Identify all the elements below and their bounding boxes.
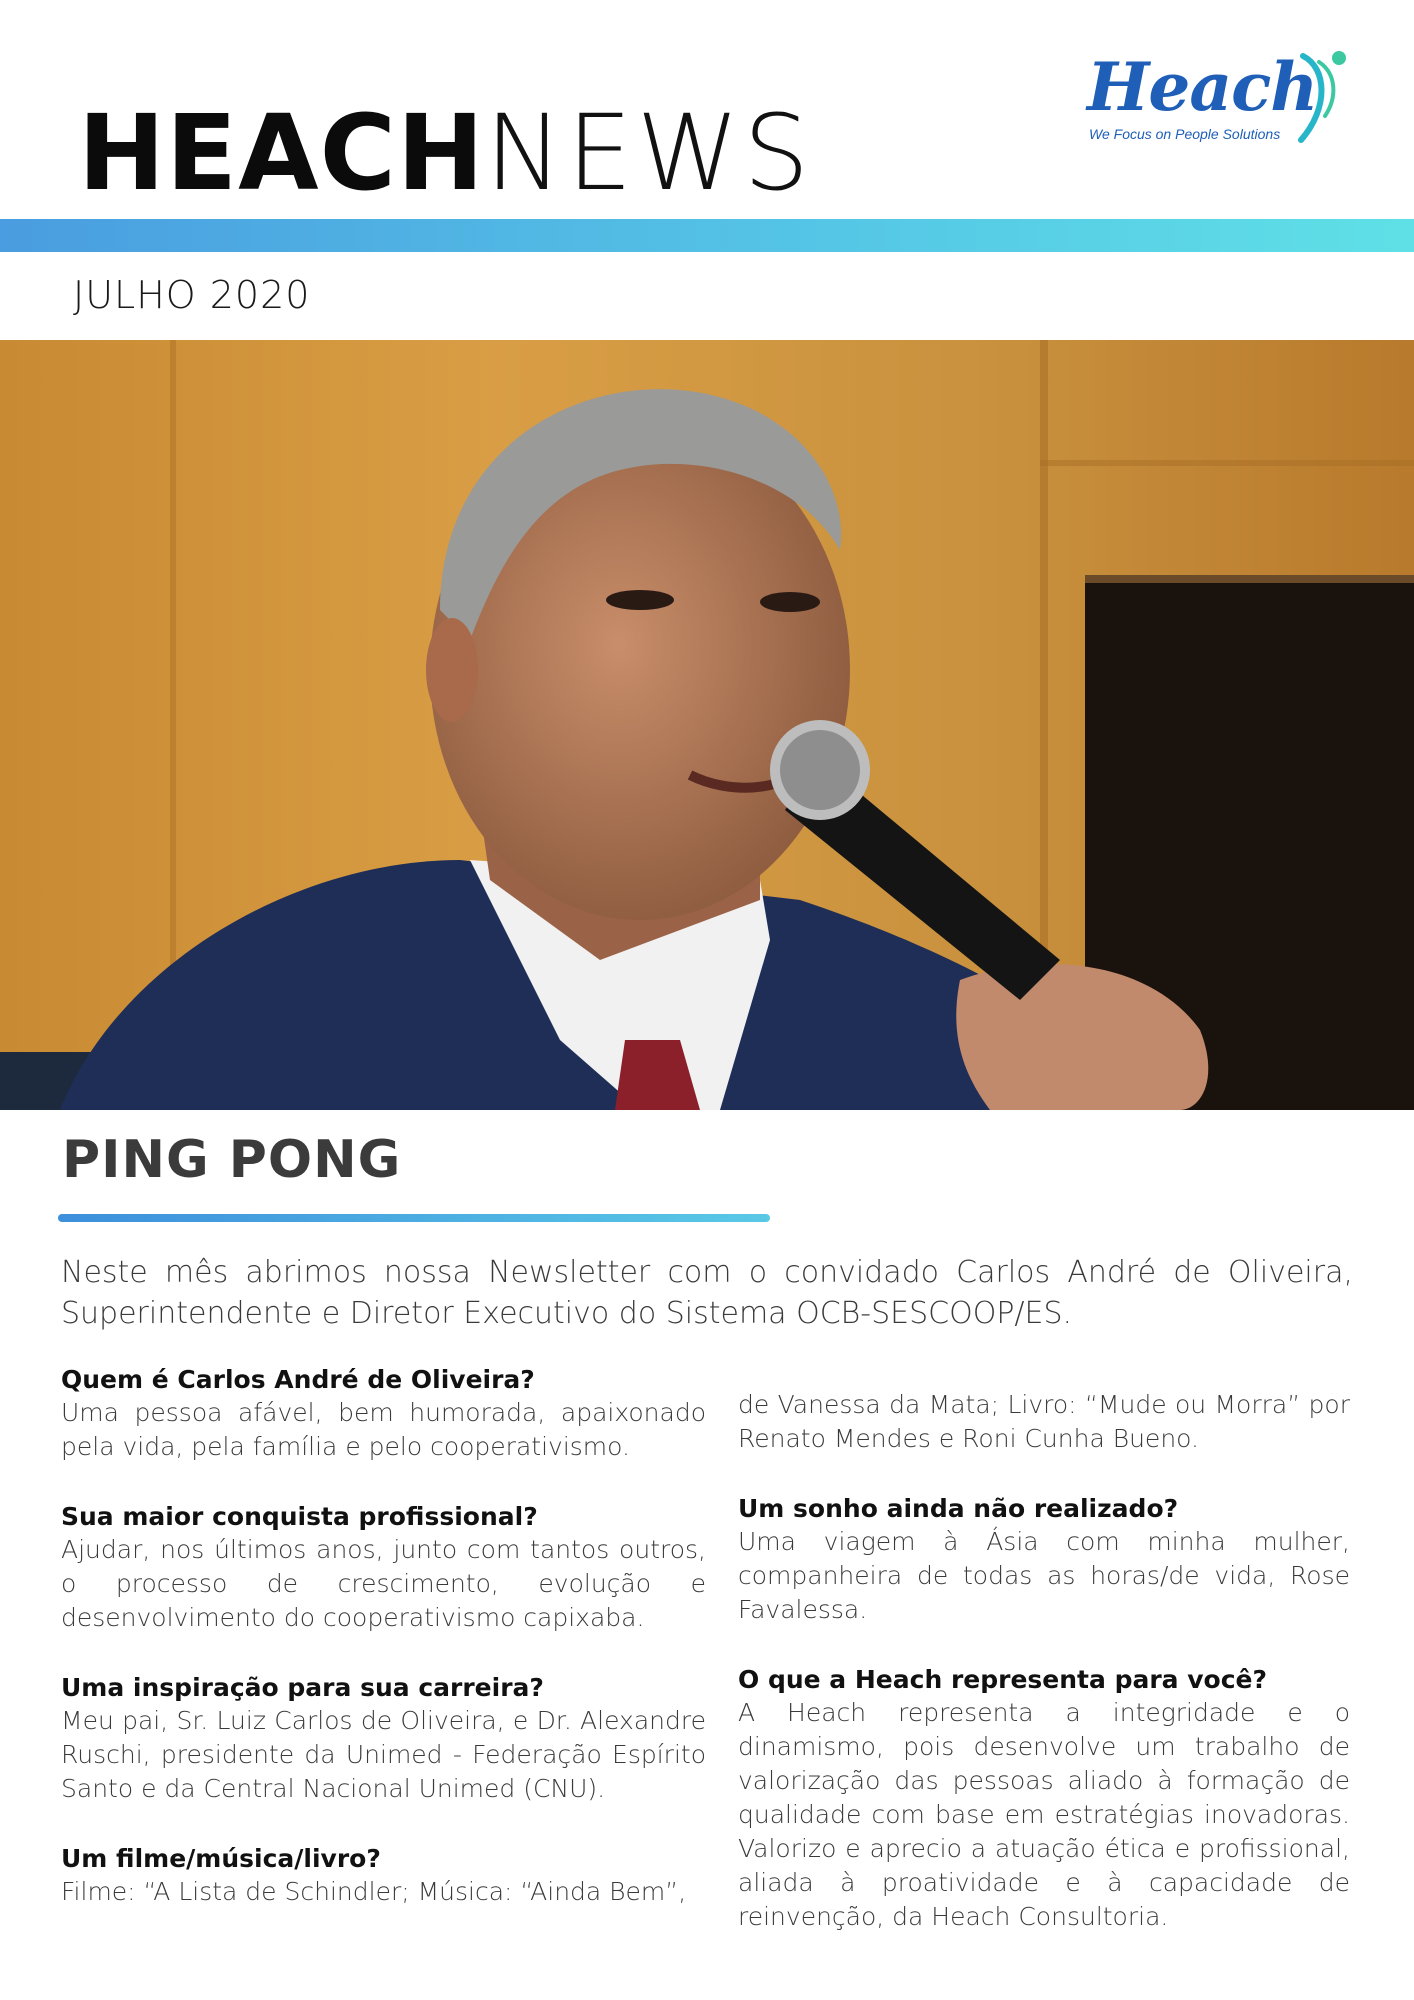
question-heading: Um sonho ainda não realizado? (738, 1494, 1179, 1523)
section-title-underline (58, 1214, 770, 1222)
answer-text: A Heach representa a integridade e o dinamismo, pois desenvolve um trabalho de valorização das pessoas aliado à formação de qualidade com base em estratégias inovadoras. Valorizo e aprecio a atuação ética e profissional, aliada à proatividade e à capacidade de reinvenção, da Heach Consultoria. (738, 1698, 1350, 1931)
intro-paragraph: Neste mês abrimos nossa Newsletter com o convidado Carlos André de Oliveira, Superintendente e Diretor Executivo do Sistema OCB-SESCOOP/ES. (61, 1255, 1353, 1331)
question-heading: Quem é Carlos André de Oliveira? (61, 1365, 535, 1394)
header-banner-stripe (0, 219, 1414, 252)
answer-text: Meu pai, Sr. Luiz Carlos de Oliveira, e Dr. Alexandre Ruschi, presidente da Unimed - Federação Espírito Santo e da Central Nacional Unimed (CNU). (61, 1706, 706, 1803)
interviewee-photo (0, 340, 1414, 1110)
answer-continuation: de Vanessa da Mata; Livro: “Mude ou Morra” por Renato Mendes e Roni Cunha Bueno. (738, 1390, 1350, 1453)
issue-date: JULHO 2020 (73, 273, 311, 317)
answer-text: Ajudar, nos últimos anos, junto com tantos outros, o processo de crescimento, evolução e desenvolvimento do cooperativismo capixaba. (61, 1535, 706, 1632)
question-heading: Um filme/música/livro? (61, 1844, 381, 1873)
question-heading: Uma inspiração para sua carreira? (61, 1673, 544, 1702)
qa-left-column (61, 1363, 706, 1909)
logo-wordmark: Heach (1087, 48, 1318, 126)
answer-text: Uma viagem à Ásia com minha mulher, companheira de todas as horas/de vida, Rose Favalessa. (738, 1527, 1350, 1624)
masthead-bold: HEACH (78, 92, 485, 214)
question-heading: O que a Heach representa para você? (738, 1665, 1267, 1694)
qa-right-column (738, 1388, 1350, 1934)
logo-swoosh-icon (1285, 48, 1355, 148)
heach-logo (1085, 48, 1355, 148)
question-heading: Sua maior conquista profissional? (61, 1502, 538, 1531)
newsletter-masthead (78, 92, 814, 214)
logo-tagline: We Focus on People Solutions (1089, 126, 1281, 142)
answer-text: Filme: “A Lista de Schindler; Música: “Ainda Bem”, (61, 1877, 687, 1906)
section-title: PING PONG (62, 1130, 402, 1190)
photo-illustration (0, 340, 1414, 1110)
masthead-light: NEWS (484, 92, 814, 214)
answer-text: Uma pessoa afável, bem humorada, apaixonado pela vida, pela família e pelo cooperativismo. (61, 1398, 706, 1461)
